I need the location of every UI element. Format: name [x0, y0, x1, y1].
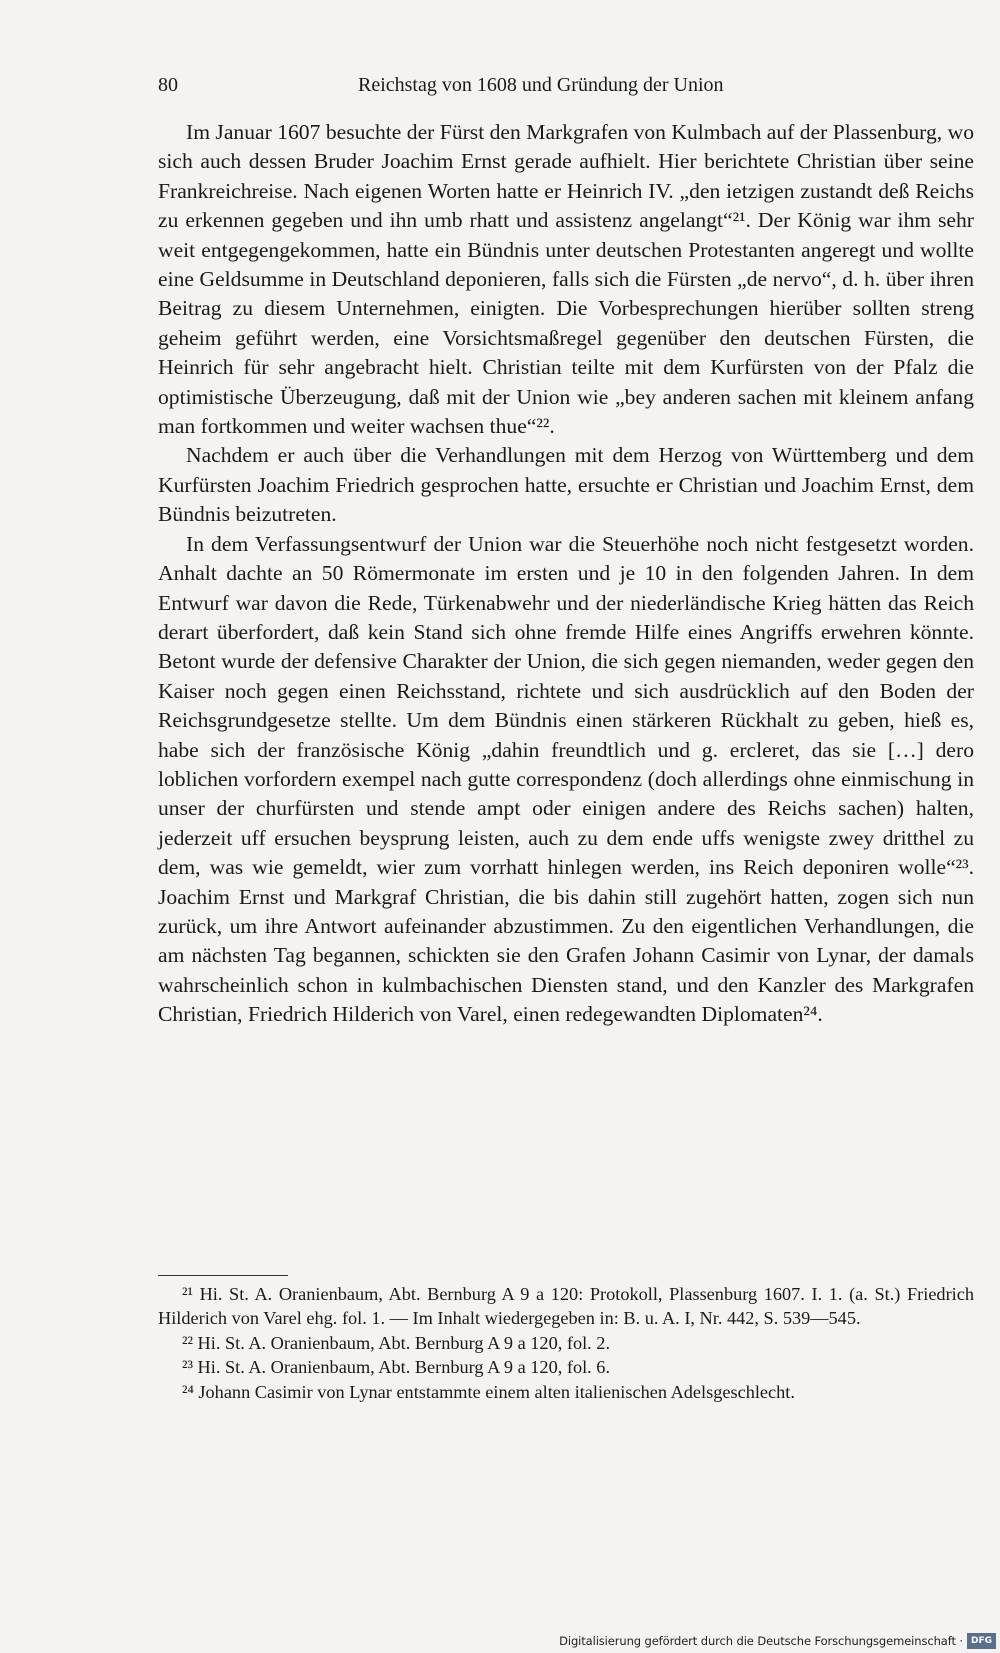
footnote-21: ²¹ Hi. St. A. Oranienbaum, Abt. Bernburg A 9 a 120: Protokoll, Plassenburg 1607. I. 1. (a. St.) Friedrich Hilderich von Varel ehg. fol. 1. — Im Inhalt wiedergegeben in: B. u. A. I, Nr. 442, S. 539—545. — [158, 1284, 974, 1329]
footnote-22: ²² Hi. St. A. Oranienbaum, Abt. Bernburg A 9 a 120, fol. 2. — [182, 1332, 611, 1353]
page-number: 80 — [158, 74, 178, 96]
footnotes — [158, 1282, 974, 1404]
running-title: Reichstag von 1608 und Gründung der Union — [358, 74, 724, 96]
running-head — [158, 74, 974, 108]
paragraph: In dem Verfassungsentwurf der Union war die Steuerhöhe noch nicht festgesetzt worden. Anhalt dachte an 50 Römermonate im ersten und je 10 in den folgenden Jahren. In dem Entwurf war davon die Rede, Türkenabwehr und der niederländische Krieg hätten das Reich derart überfordert, daß kein Stand sich ohne fremde Hilfe eines Angriffs erwehren könnte. Betont wurde der defensive Charakter der Union, die sich gegen niemanden, weder gegen den Kaiser noch gegen einen Reichsstand, richtete und sich ausdrücklich auf den Boden der Reichsgrundgesetze stellte. Um dem Bündnis einen stärkeren Rückhalt zu geben, hieß es, habe sich der französische König „dahin freundtlich und g. ercleret, das sie […] dero loblichen vorfordern exempel nach gutte correspondenz (doch allerdings ohne einmischung in unser der churfürsten und stende ampt oder einigen andere des Reichs sachen) halten, jederzeit uff ersuchen beysprung leisten, auch zu dem ende uffs wenigste zwey dritthel zu dem, was wie gemeldt, wier zum vorrhatt hinlegen werden, ins Reich deponiren wolle“²³. Joachim Ernst und Markgraf Christian, die bis dahin still zugehört hatten, zogen sich nun zurück, um ihre Antwort aufeinander abzustimmen. Zu den eigentlichen Verhandlungen, die am nächsten Tag begannen, schickten sie den Grafen Johann Casimir von Lynar, der damals wahrscheinlich schon in kulmbachischen Diensten stand, und den Kanzler des Markgrafen Christian, Friedrich Hilderich von Varel, einen redegewandten Diplomaten²⁴. — [158, 531, 974, 1027]
footnote-24: ²⁴ Johann Casimir von Lynar entstammte einem alten italienischen Adelsgeschlecht. — [182, 1381, 795, 1402]
digitization-banner — [559, 1629, 1000, 1653]
footnote-23: ²³ Hi. St. A. Oranienbaum, Abt. Bernburg A 9 a 120, fol. 6. — [182, 1357, 611, 1378]
banner-text: Digitalisierung gefördert durch die Deutsche Forschungsgemeinschaft · — [559, 1634, 963, 1648]
dfg-logo: DFG — [967, 1633, 996, 1649]
paragraph: Nachdem er auch über die Verhandlungen mit dem Herzog von Württemberg und dem Kurfürsten Joachim Friedrich gesprochen hatte, ersuchte er Christian und Joachim Ernst, dem Bündnis beizutreten. — [158, 443, 974, 527]
footnote-separator — [158, 1275, 288, 1276]
body-text — [158, 118, 974, 1030]
paragraph: Im Januar 1607 besuchte der Fürst den Markgrafen von Kulmbach auf der Plassenburg, wo sich auch dessen Bruder Joachim Ernst gerade aufhielt. Hier berichtete Christian über seine Frankreichreise. Nach eigenen Worten hatte er Heinrich IV. „den ietzigen zustandt deß Reichs zu erkennen gegeben und ihn umb rhatt und assistenz angelangt“²¹. Der König war ihm sehr weit entgegengekommen, hatte ein Bündnis unter deutschen Protestanten angeregt und wollte eine Geldsumme in Deutschland deponieren, falls sich die Fürsten „de nervo“, d. h. über ihren Beitrag zu diesem Unternehmen, einigten. Die Vorbesprechungen hierüber sollten streng geheim geführt werden, eine Vorsichtsmaßregel gegenüber den deutschen Fürsten, die Heinrich für sehr angebracht hielt. Christian teilte mit dem Kurfürsten von der Pfalz die optimistische Überzeugung, daß mit der Union wie „bey anderen sachen mit kleinem anfang man fortkommen und weiter wachsen thue“²². — [158, 120, 974, 439]
